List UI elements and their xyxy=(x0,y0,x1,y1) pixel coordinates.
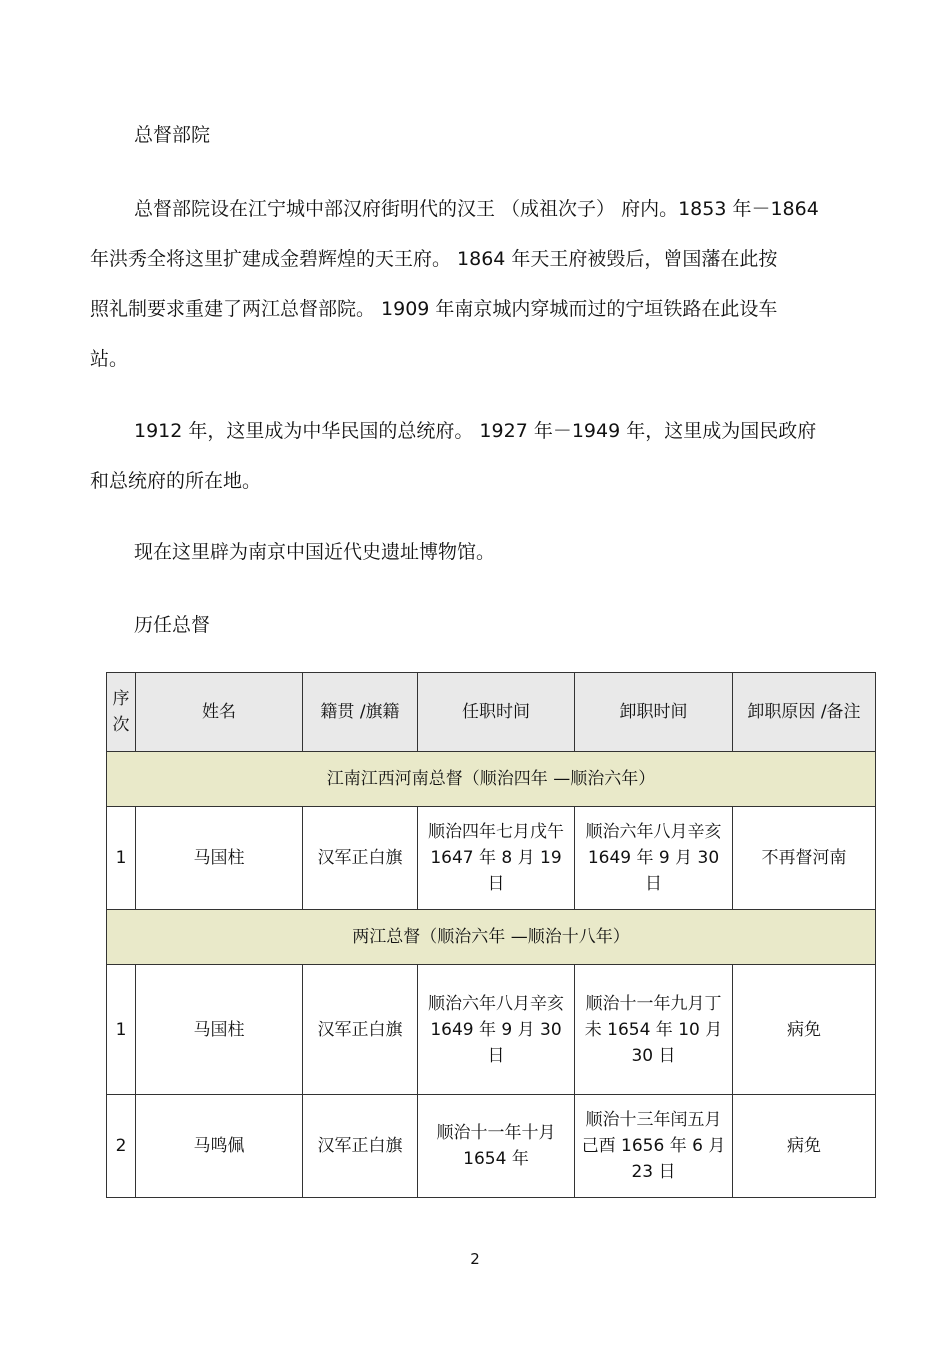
cell-origin: 汉军正白旗 xyxy=(303,1095,418,1198)
table-section-row xyxy=(107,752,876,807)
paragraph-line: 年洪秀全将这里扩建成金碧辉煌的天王府。 1864 年天王府被毁后，曾国藩在此按 xyxy=(90,248,778,270)
header-index-label: 序次 xyxy=(112,689,130,735)
cell-start: 顺治六年八月辛亥 1649 年 9 月 30 日 xyxy=(418,965,575,1095)
governors-table xyxy=(106,672,876,1198)
cell-start: 顺治十一年十月 1654 年 xyxy=(418,1095,575,1198)
cell-index: 1 xyxy=(107,807,136,910)
header-start: 任职时间 xyxy=(418,673,575,752)
paragraph-line: 1912 年，这里成为中华民国的总统府。 1927 年－1949 年，这里成为国民政府 xyxy=(134,420,817,442)
table-header-row xyxy=(107,673,876,752)
cell-reason: 病免 xyxy=(733,965,876,1095)
section-heading: 总督部院 xyxy=(134,124,211,146)
cell-end: 顺治六年八月辛亥 1649 年 9 月 30 日 xyxy=(575,807,733,910)
history-paragraph xyxy=(90,184,890,384)
paragraph-line: 站。 xyxy=(90,348,129,370)
cell-reason: 不再督河南 xyxy=(733,807,876,910)
cell-end: 顺治十三年闰五月己酉 1656 年 6 月 23 日 xyxy=(575,1095,733,1198)
header-index xyxy=(107,673,136,752)
header-name: 姓名 xyxy=(136,673,303,752)
header-reason: 卸职原因 /备注 xyxy=(733,673,876,752)
cell-name: 马国柱 xyxy=(136,965,303,1095)
paragraph-line: 和总统府的所在地。 xyxy=(90,470,262,492)
page-number: 2 xyxy=(470,1250,480,1268)
republic-paragraph xyxy=(90,406,890,506)
header-origin: 籍贯 /旗籍 xyxy=(303,673,418,752)
museum-paragraph: 现在这里辟为南京中国近代史遗址博物馆。 xyxy=(134,541,496,563)
cell-origin: 汉军正白旗 xyxy=(303,965,418,1095)
cell-reason: 病免 xyxy=(733,1095,876,1198)
table-section-row xyxy=(107,910,876,965)
cell-name: 马鸣佩 xyxy=(136,1095,303,1198)
paragraph-line: 总督部院设在江宁城中部汉府街明代的汉王 （成祖次子） 府内。1853 年－1864 xyxy=(134,198,819,220)
table-row xyxy=(107,1095,876,1198)
cell-start: 顺治四年七月戊午 1647 年 8 月 19 日 xyxy=(418,807,575,910)
cell-name: 马国柱 xyxy=(136,807,303,910)
table-row xyxy=(107,807,876,910)
paragraph-line: 照礼制要求重建了两江总督部院。 1909 年南京城内穿城而过的宁垣铁路在此设车 xyxy=(90,298,778,320)
section-title: 两江总督（顺治六年 —顺治十八年） xyxy=(107,910,876,965)
table-row xyxy=(107,965,876,1095)
cell-end: 顺治十一年九月丁未 1654 年 10 月 30 日 xyxy=(575,965,733,1095)
section-title: 江南江西河南总督（顺治四年 —顺治六年） xyxy=(107,752,876,807)
header-end: 卸职时间 xyxy=(575,673,733,752)
table-title: 历任总督 xyxy=(134,614,211,636)
cell-origin: 汉军正白旗 xyxy=(303,807,418,910)
cell-index: 1 xyxy=(107,965,136,1095)
cell-index: 2 xyxy=(107,1095,136,1198)
